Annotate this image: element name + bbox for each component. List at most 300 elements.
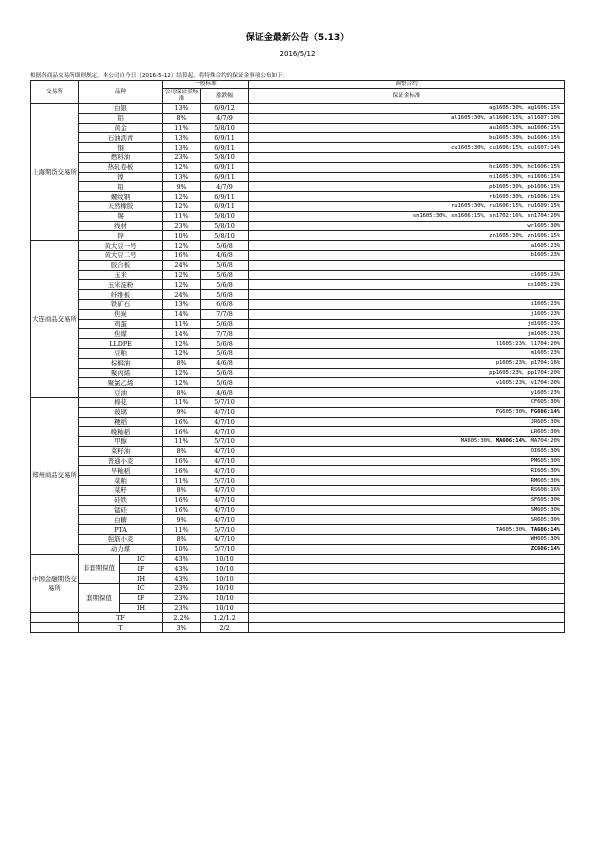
header-exchange: 交易所 <box>31 81 79 104</box>
margin-cell: 13% <box>163 143 201 153</box>
table-row <box>31 348 565 358</box>
product-cell: 早籼稻 <box>79 466 163 476</box>
limit-cell: 10/10 <box>201 554 249 564</box>
adjust-segment: cu1605:30%，cu1606:15%，cu1607:14% <box>451 144 561 151</box>
table-row <box>31 466 565 476</box>
exchange-cell: 大连商品交易所 <box>31 241 79 398</box>
adjust-cell <box>249 221 565 231</box>
margin-cell: 11% <box>163 319 201 329</box>
contract-code-cell: IH <box>120 574 163 584</box>
margin-cell: 12% <box>163 241 201 251</box>
table-row <box>31 319 565 329</box>
adjust-cell <box>249 437 565 447</box>
margin-cell: 12% <box>163 280 201 290</box>
adjust-segment: WH605:30% <box>530 536 561 543</box>
product-cell: 纤维板 <box>79 290 163 300</box>
margin-table-head <box>31 81 565 104</box>
table-row <box>31 250 565 260</box>
adjust-cell <box>249 593 565 603</box>
table-row <box>31 339 565 349</box>
product-cell: 玻璃 <box>79 407 163 417</box>
product-cell: 锌 <box>79 231 163 241</box>
limit-cell: 5/6/8 <box>201 339 249 349</box>
product-cell: 焦炭 <box>79 309 163 319</box>
margin-cell: 11% <box>163 397 201 407</box>
limit-cell: 4/7/10 <box>201 417 249 427</box>
limit-cell: 5/6/8 <box>201 378 249 388</box>
hedge-group-cell: 非套期保值 <box>79 554 120 583</box>
adjust-segment: zn1605:30%，zn1606:15% <box>489 232 561 239</box>
table-row <box>31 623 565 633</box>
contract-code-cell: IF <box>120 564 163 574</box>
limit-cell: 7/7/8 <box>201 329 249 339</box>
product-cell: 棉花 <box>79 397 163 407</box>
margin-cell: 12% <box>163 270 201 280</box>
limit-cell: 4/6/8 <box>201 358 249 368</box>
adjust-cell <box>249 407 565 417</box>
adjust-cell <box>249 427 565 437</box>
limit-cell: 6/6/8 <box>201 299 249 309</box>
header-limit: 涨跌幅 <box>201 89 249 104</box>
adjust-segment: FG605:30%， <box>495 409 531 416</box>
limit-cell: 5/6/8 <box>201 368 249 378</box>
adjust-segment: b1605:23% <box>530 252 561 259</box>
limit-cell: 1.2/1.2 <box>201 613 249 623</box>
table-row <box>31 358 565 368</box>
product-cell: 锰硅 <box>79 505 163 515</box>
table-row <box>31 270 565 280</box>
adjust-cell <box>249 192 565 202</box>
adjust-cell <box>249 133 565 143</box>
limit-cell: 4/7/10 <box>201 446 249 456</box>
adjust-cell <box>249 113 565 123</box>
adjust-segment: TA605:30%， <box>495 526 531 533</box>
exchange-cell-empty <box>31 613 79 623</box>
limit-cell: 6/9/11 <box>201 201 249 211</box>
contract-code-cell: IC <box>120 554 163 564</box>
table-row <box>31 417 565 427</box>
adjust-segment: ，MA704:20% <box>525 438 561 445</box>
product-cell: 黄大豆二号 <box>79 250 163 260</box>
margin-cell: 16% <box>163 427 201 437</box>
table-row <box>31 113 565 123</box>
margin-cell: 16% <box>163 466 201 476</box>
limit-cell: 5/6/8 <box>201 260 249 270</box>
contract-code-cell: IC <box>120 584 163 594</box>
product-cell: 普通小麦 <box>79 456 163 466</box>
product-cell: 黄金 <box>79 123 163 133</box>
table-row <box>31 231 565 241</box>
margin-cell: 12% <box>163 368 201 378</box>
table-row <box>31 554 565 564</box>
notice-intro: 根据各商品交易所细则规定，本公司自今日（2016-5-12）结算起，将特殊合约的保证金事项公布如下： <box>30 73 289 79</box>
product-cell: 天然橡胶 <box>79 201 163 211</box>
table-row <box>31 162 565 172</box>
table-row <box>31 397 565 407</box>
adjust-cell <box>249 182 565 192</box>
margin-cell: 9% <box>163 515 201 525</box>
limit-cell: 5/6/8 <box>201 270 249 280</box>
adjust-segment: rb1605:30%，rb1606:15% <box>489 193 561 200</box>
limit-cell: 5/6/8 <box>201 319 249 329</box>
margin-cell: 24% <box>163 260 201 270</box>
adjust-cell <box>249 231 565 241</box>
limit-cell: 6/9/11 <box>201 172 249 182</box>
margin-cell: 11% <box>163 476 201 486</box>
adjust-cell <box>249 535 565 545</box>
limit-cell: 10/10 <box>201 584 249 594</box>
adjust-cell <box>249 280 565 290</box>
product-cell: 黄大豆一号 <box>79 241 163 251</box>
table-row <box>31 495 565 505</box>
product-cell: 菜粕 <box>79 476 163 486</box>
product-cell: 晚籼稻 <box>79 427 163 437</box>
product-cell: T <box>79 623 163 633</box>
adjust-cell <box>249 525 565 535</box>
margin-cell: 23% <box>163 593 201 603</box>
adjust-segment: LR605:30% <box>530 428 561 435</box>
adjust-segment: a1605:23% <box>530 242 561 249</box>
adjust-segment: RI605:30% <box>530 467 561 474</box>
product-cell: 聚氯乙烯 <box>79 378 163 388</box>
product-cell: 石油沥青 <box>79 133 163 143</box>
margin-cell: 10% <box>163 231 201 241</box>
product-cell: 粳稻 <box>79 417 163 427</box>
limit-cell: 4/7/10 <box>201 407 249 417</box>
adjust-cell <box>249 250 565 260</box>
limit-cell: 6/9/11 <box>201 143 249 153</box>
margin-cell: 9% <box>163 182 201 192</box>
product-cell: 玉米 <box>79 270 163 280</box>
limit-cell: 10/10 <box>201 593 249 603</box>
product-cell: 硅铁 <box>79 495 163 505</box>
product-cell: 热轧卷板 <box>79 162 163 172</box>
limit-cell: 5/7/10 <box>201 544 249 554</box>
limit-cell: 4/7/10 <box>201 456 249 466</box>
adjust-cell <box>249 241 565 251</box>
table-row <box>31 309 565 319</box>
margin-cell: 12% <box>163 339 201 349</box>
limit-cell: 5/8/10 <box>201 221 249 231</box>
margin-cell: 9% <box>163 407 201 417</box>
adjust-cell <box>249 299 565 309</box>
adjust-cell <box>249 172 565 182</box>
product-cell: 镍 <box>79 172 163 182</box>
limit-cell: 5/8/10 <box>201 231 249 241</box>
adjust-cell <box>249 623 565 633</box>
limit-cell: 5/8/10 <box>201 123 249 133</box>
adjust-segment: m1605:23% <box>530 350 561 357</box>
adjust-cell <box>249 270 565 280</box>
table-row <box>31 388 565 398</box>
margin-cell: 11% <box>163 211 201 221</box>
table-row <box>31 544 565 554</box>
margin-cell: 8% <box>163 388 201 398</box>
margin-cell: 14% <box>163 309 201 319</box>
margin-cell: 12% <box>163 201 201 211</box>
table-row <box>31 221 565 231</box>
product-cell: PTA <box>79 525 163 535</box>
header-general: 一般标准 <box>163 81 249 89</box>
table-row <box>31 143 565 153</box>
adjust-segment: CF605:30% <box>530 399 561 406</box>
table-row <box>31 437 565 447</box>
product-cell: 玉米淀粉 <box>79 280 163 290</box>
adjust-segment: pp1605:23%，pp1704:20% <box>489 369 561 376</box>
limit-cell: 4/7/10 <box>201 466 249 476</box>
margin-cell: 11% <box>163 123 201 133</box>
limit-cell: 5/8/10 <box>201 211 249 221</box>
adjust-segment: bu1605:30%，bu1606:15% <box>489 134 561 141</box>
limit-cell: 4/7/10 <box>201 427 249 437</box>
adjust-cell <box>249 388 565 398</box>
product-cell: 胶合板 <box>79 260 163 270</box>
margin-cell: 23% <box>163 603 201 613</box>
adjust-cell <box>249 123 565 133</box>
product-cell: 铁矿石 <box>79 299 163 309</box>
adjust-segment: RS608:16% <box>530 487 561 494</box>
margin-cell: 10% <box>163 544 201 554</box>
limit-cell: 5/7/10 <box>201 437 249 447</box>
margin-cell: 11% <box>163 525 201 535</box>
adjust-cell <box>249 368 565 378</box>
product-cell: 动力煤 <box>79 544 163 554</box>
contract-code-cell: IH <box>120 603 163 613</box>
table-row <box>31 505 565 515</box>
margin-cell: 8% <box>163 535 201 545</box>
margin-cell: 12% <box>163 348 201 358</box>
adjust-cell <box>249 515 565 525</box>
product-cell: 焦煤 <box>79 329 163 339</box>
adjust-segment: FG606:14% <box>530 409 561 416</box>
margin-cell: 11% <box>163 437 201 447</box>
header-adjust-group: 调整合约 <box>249 81 565 89</box>
adjust-cell <box>249 476 565 486</box>
table-row <box>31 290 565 300</box>
adjust-segment: j1605:23% <box>530 311 561 318</box>
margin-table <box>30 80 565 633</box>
adjust-cell <box>249 348 565 358</box>
adjust-cell <box>249 309 565 319</box>
adjust-cell <box>249 152 565 162</box>
adjust-segment: OI605:30% <box>530 448 561 455</box>
product-cell: 菜籽油 <box>79 446 163 456</box>
table-row <box>31 123 565 133</box>
limit-cell: 4/7/10 <box>201 495 249 505</box>
adjust-segment: jd1605:23% <box>527 320 561 327</box>
header-company-margin: 公司保证金标准 <box>163 89 201 104</box>
adjust-segment: jm1605:23% <box>527 330 561 337</box>
adjust-cell <box>249 584 565 594</box>
limit-cell: 5/7/10 <box>201 397 249 407</box>
product-cell: 豆油 <box>79 388 163 398</box>
adjust-segment: ni1605:30%，ni1606:15% <box>489 173 561 180</box>
adjust-cell <box>249 456 565 466</box>
adjust-segment: pb1605:30%，pb1606:15% <box>489 183 561 190</box>
notice-title: 保证金最新公告（5.13） <box>245 33 350 43</box>
adjust-segment: c1605:23% <box>530 271 561 278</box>
product-cell: 燃料油 <box>79 152 163 162</box>
exchange-cell: 上海期货交易所 <box>31 104 79 241</box>
exchange-cell: 郑州商品交易所 <box>31 397 79 554</box>
limit-cell: 5/7/10 <box>201 525 249 535</box>
table-row <box>31 486 565 496</box>
adjust-cell <box>249 104 565 114</box>
adjust-cell <box>249 211 565 221</box>
limit-cell: 4/7/10 <box>201 505 249 515</box>
exchange-cell: 中国金融期货交易所 <box>31 554 79 613</box>
product-cell: 鸡蛋 <box>79 319 163 329</box>
adjust-segment: ru1605:30%，ru1606:15%，ru1609:15% <box>451 203 561 210</box>
table-row <box>31 368 565 378</box>
adjust-segment: MA606:14% <box>495 438 526 445</box>
limit-cell: 4/6/8 <box>201 388 249 398</box>
table-row <box>31 613 565 623</box>
adjust-segment: au1605:30%，au1606:15% <box>489 124 561 131</box>
product-cell: 铝 <box>79 113 163 123</box>
limit-cell: 10/10 <box>201 564 249 574</box>
adjust-segment: sn1605:30%，sn1606:15%，sn1702:16%，sn1704:20% <box>412 213 561 220</box>
table-row <box>31 280 565 290</box>
table-row <box>31 427 565 437</box>
product-cell: 白银 <box>79 104 163 114</box>
table-row <box>31 407 565 417</box>
adjust-cell <box>249 495 565 505</box>
margin-cell: 8% <box>163 446 201 456</box>
adjust-segment: hc1605:30%，hc1606:15% <box>489 164 561 171</box>
table-row <box>31 515 565 525</box>
limit-cell: 5/6/8 <box>201 348 249 358</box>
table-row <box>31 182 565 192</box>
adjust-cell <box>249 329 565 339</box>
product-cell: 棕榈油 <box>79 358 163 368</box>
limit-cell: 6/9/11 <box>201 192 249 202</box>
adjust-segment: SR605:30% <box>530 516 561 523</box>
limit-cell: 10/10 <box>201 603 249 613</box>
adjust-cell <box>249 290 565 300</box>
table-row <box>31 133 565 143</box>
adjust-segment: al1605:30%，al1606:15%，al1607:10% <box>451 115 561 122</box>
adjust-cell <box>249 319 565 329</box>
product-cell: 白糖 <box>79 515 163 525</box>
product-cell: 菜籽 <box>79 486 163 496</box>
margin-cell: 14% <box>163 329 201 339</box>
hedge-group-cell: 套期保值 <box>79 584 120 613</box>
margin-cell: 23% <box>163 584 201 594</box>
adjust-segment: MA605:30%， <box>460 438 496 445</box>
limit-cell: 2/2 <box>201 623 249 633</box>
header-adjust-margin: 保证金标准 <box>249 89 565 104</box>
margin-cell: 8% <box>163 113 201 123</box>
adjust-cell <box>249 486 565 496</box>
adjust-cell <box>249 378 565 388</box>
table-row <box>31 201 565 211</box>
table-row <box>31 260 565 270</box>
table-row <box>31 241 565 251</box>
table-row <box>31 456 565 466</box>
adjust-cell <box>249 162 565 172</box>
adjust-segment: l1605:23%，l1704:20% <box>495 340 561 347</box>
table-row <box>31 299 565 309</box>
adjust-cell <box>249 446 565 456</box>
margin-cell: 8% <box>163 486 201 496</box>
adjust-cell <box>249 544 565 554</box>
adjust-cell <box>249 339 565 349</box>
limit-cell: 10/10 <box>201 574 249 584</box>
adjust-segment: v1605:23%，v1704:20% <box>495 379 561 386</box>
adjust-segment: SF605:30% <box>530 497 561 504</box>
margin-cell: 2.2% <box>163 613 201 623</box>
margin-cell: 16% <box>163 495 201 505</box>
adjust-cell <box>249 613 565 623</box>
table-row <box>31 476 565 486</box>
header-product: 品种 <box>79 81 163 104</box>
limit-cell: 4/6/8 <box>201 250 249 260</box>
margin-cell: 13% <box>163 172 201 182</box>
adjust-segment: cs1605:23% <box>527 281 561 288</box>
adjust-segment: ag1605:30%，ag1606:15% <box>489 105 561 112</box>
margin-cell: 12% <box>163 192 201 202</box>
limit-cell: 6/9/11 <box>201 162 249 172</box>
exchange-cell-empty <box>31 623 79 633</box>
adjust-segment: JR605:30% <box>530 418 561 425</box>
table-row <box>31 446 565 456</box>
limit-cell: 5/6/8 <box>201 241 249 251</box>
margin-cell: 12% <box>163 378 201 388</box>
margin-cell: 3% <box>163 623 201 633</box>
notice-date: 2016/5/12 <box>279 50 316 58</box>
margin-cell: 13% <box>163 133 201 143</box>
limit-cell: 4/7/10 <box>201 486 249 496</box>
limit-cell: 4/7/9 <box>201 113 249 123</box>
limit-cell: 5/6/8 <box>201 290 249 300</box>
table-row <box>31 104 565 114</box>
adjust-segment: ZC606:14% <box>530 546 561 553</box>
margin-cell: 16% <box>163 250 201 260</box>
adjust-segment: SM605:30% <box>530 507 561 514</box>
table-row <box>31 152 565 162</box>
limit-cell: 6/9/12 <box>201 104 249 114</box>
limit-cell: 4/7/10 <box>201 535 249 545</box>
adjust-segment: i1605:23% <box>530 301 561 308</box>
adjust-segment: TA606:14% <box>530 526 561 533</box>
margin-cell: 24% <box>163 290 201 300</box>
margin-cell: 13% <box>163 104 201 114</box>
limit-cell: 4/7/10 <box>201 515 249 525</box>
table-row <box>31 535 565 545</box>
table-row <box>31 584 565 594</box>
limit-cell: 6/9/11 <box>201 133 249 143</box>
product-cell: 甲醇 <box>79 437 163 447</box>
adjust-cell <box>249 574 565 584</box>
product-cell: 铜 <box>79 143 163 153</box>
product-cell: 线材 <box>79 221 163 231</box>
margin-table-body <box>31 104 565 633</box>
adjust-cell <box>249 143 565 153</box>
product-cell: 豆粕 <box>79 348 163 358</box>
adjust-segment: p1605:23%，p1704:16% <box>495 360 561 367</box>
adjust-cell <box>249 554 565 564</box>
product-cell: 螺纹钢 <box>79 192 163 202</box>
limit-cell: 7/7/8 <box>201 309 249 319</box>
adjust-segment: RM605:30% <box>530 477 561 484</box>
table-row <box>31 378 565 388</box>
margin-cell: 12% <box>163 162 201 172</box>
product-cell: LLDPE <box>79 339 163 349</box>
product-cell: 强筋小麦 <box>79 535 163 545</box>
adjust-cell <box>249 397 565 407</box>
adjust-segment: PM605:30% <box>530 458 561 465</box>
